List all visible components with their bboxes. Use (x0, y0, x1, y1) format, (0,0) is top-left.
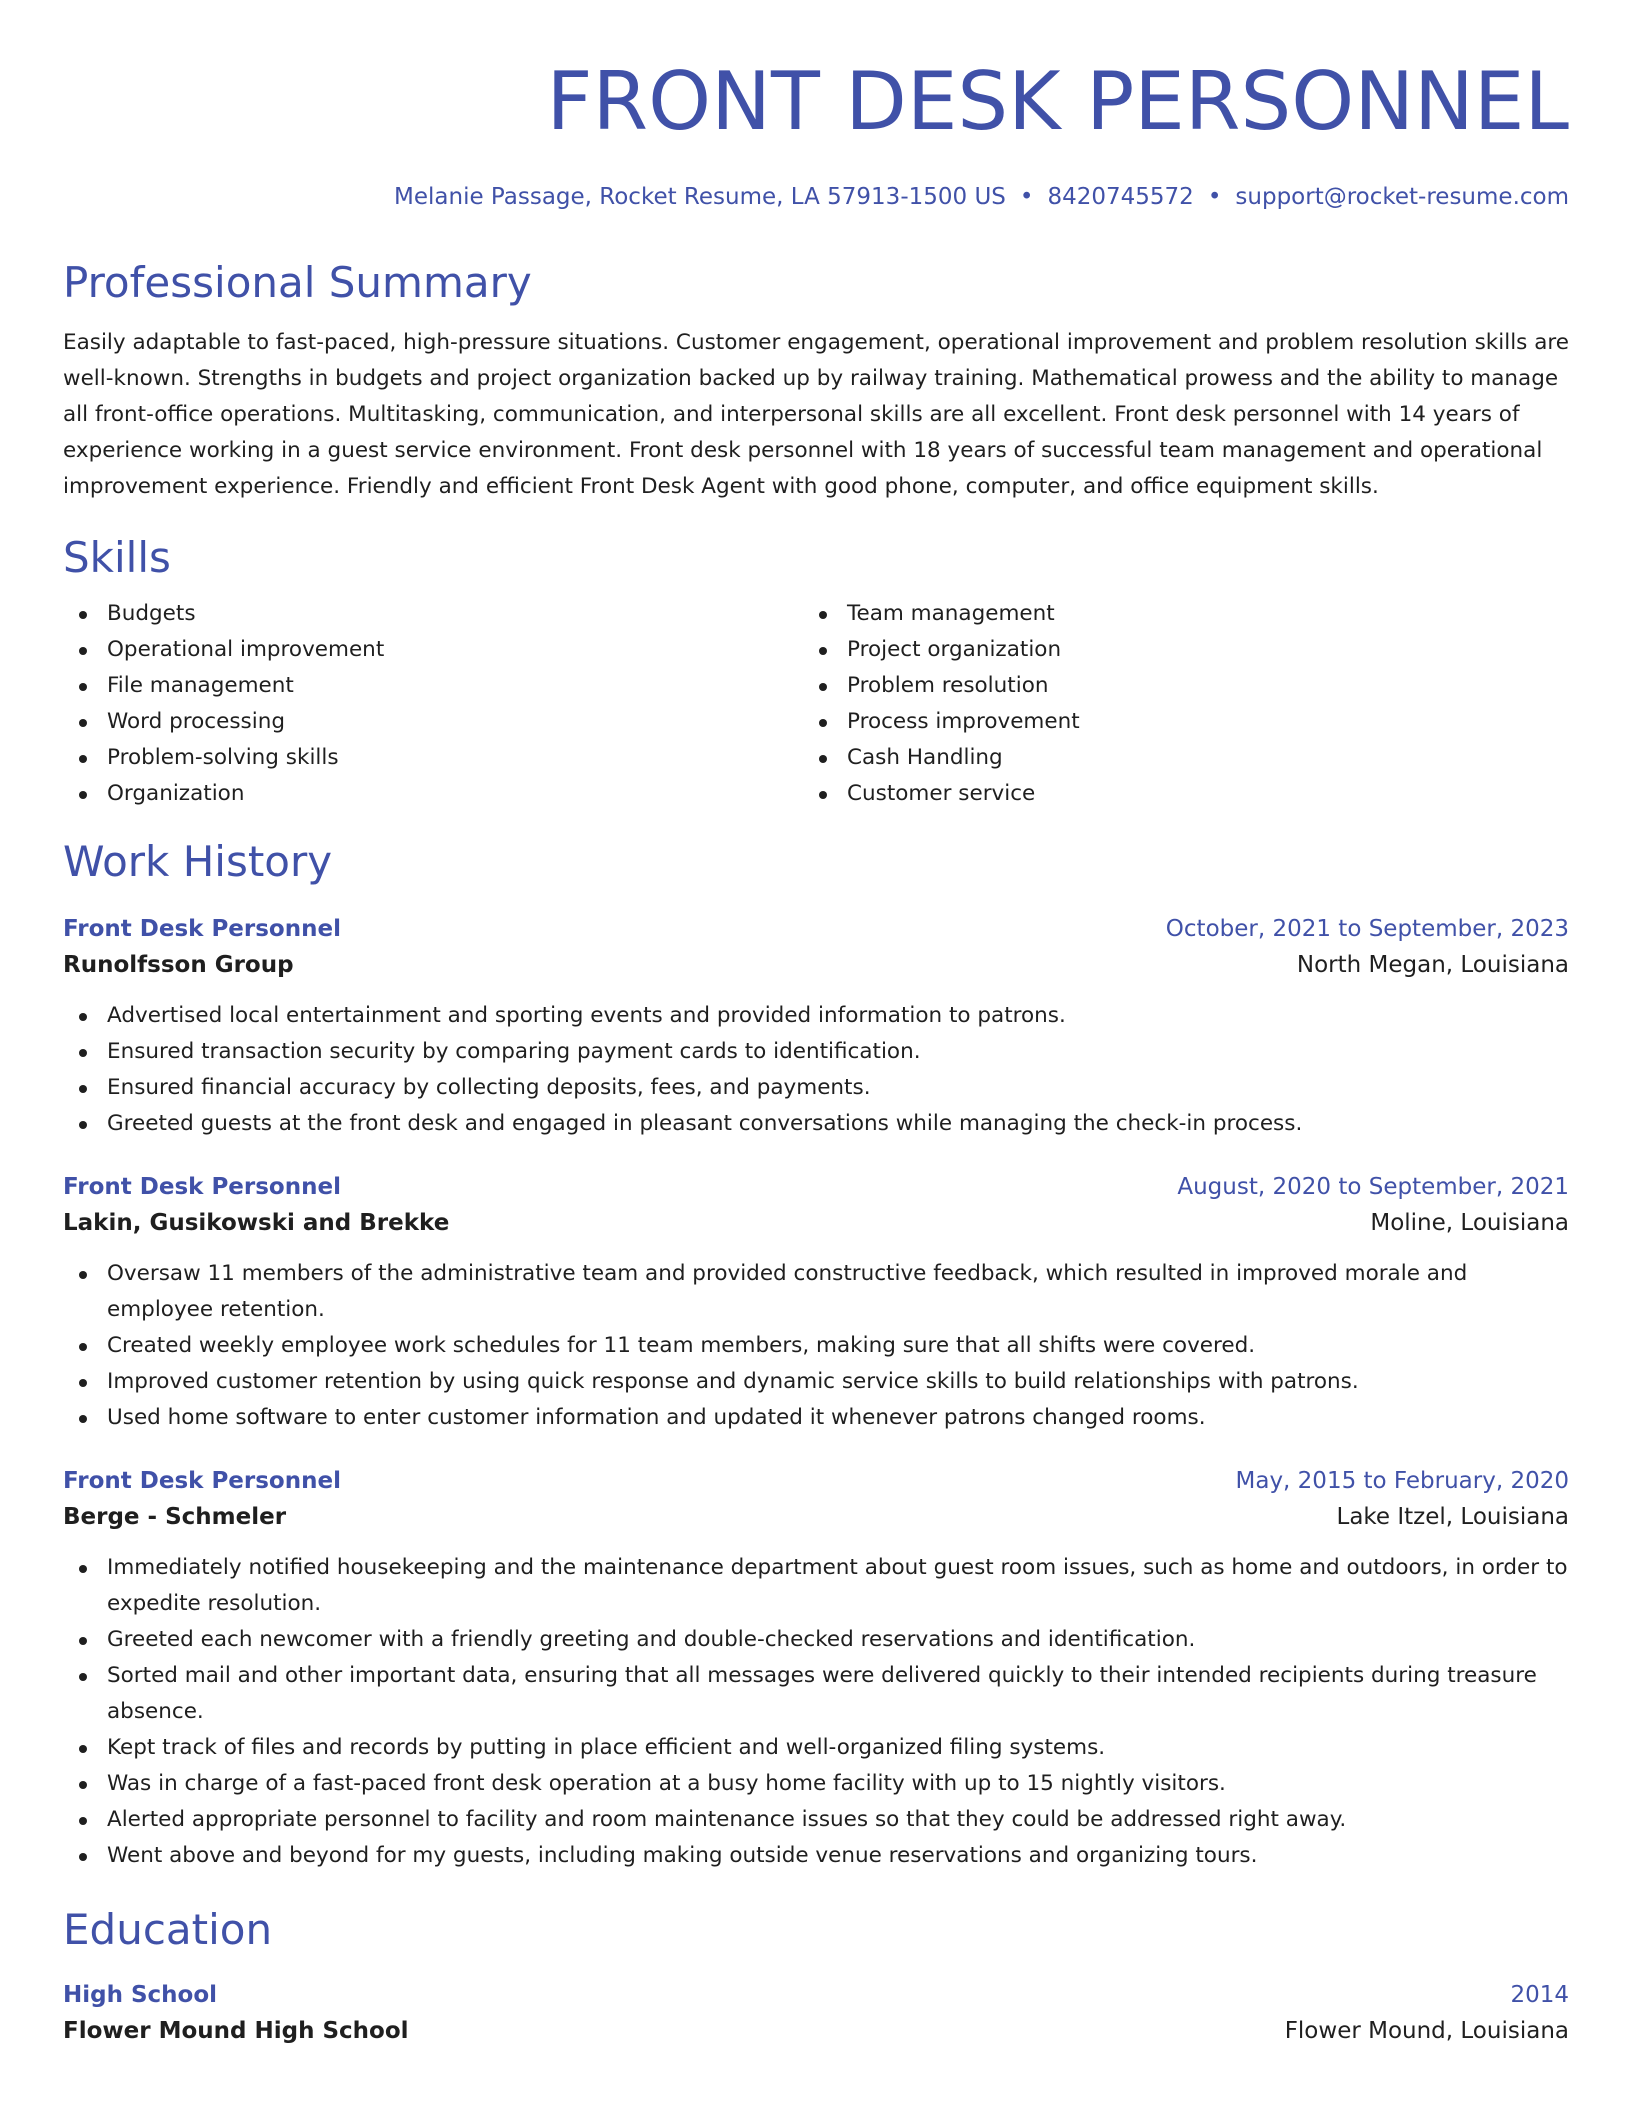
skill-item: Operational improvement (63, 632, 803, 668)
contact-email[interactable]: support@rocket-resume.com (1235, 184, 1569, 210)
job-bullets (63, 1550, 1569, 1874)
candidate-name: FRONT DESK PERSONNEL (546, 55, 1569, 148)
job-dates: May, 2015 to February, 2020 (1235, 1468, 1569, 1494)
job-bullet: Greeted each newcomer with a friendly greeting and double-checked reservations and identification. (63, 1622, 1569, 1658)
job-bullets (63, 1256, 1569, 1436)
skills-list (63, 596, 1569, 812)
skill-item: Team management (803, 596, 1543, 632)
job-bullet: Was in charge of a fast-paced front desk operation at a busy home facility with up to 15 nightly visitors. (63, 1766, 1569, 1802)
job-dates: August, 2020 to September, 2021 (1177, 1174, 1569, 1200)
job-bullet: Alerted appropriate personnel to facility and room maintenance issues so that they could be addressed right away. (63, 1802, 1569, 1838)
job-bullet: Advertised local entertainment and sporting events and provided information to patrons. (63, 998, 1569, 1034)
job-bullet: Kept track of files and records by putting in place efficient and well-organized filing systems. (63, 1730, 1569, 1766)
skill-item: Word processing (63, 704, 803, 740)
job-bullet: Went above and beyond for my guests, including making outside venue reservations and organizing tours. (63, 1838, 1569, 1874)
job-bullet: Ensured transaction security by comparing payment cards to identification. (63, 1034, 1569, 1070)
job-title: Front Desk Personnel (63, 916, 341, 942)
skill-item: Organization (63, 776, 803, 812)
job-entry (63, 912, 1569, 1142)
job-entry (63, 1464, 1569, 1874)
skill-item: Problem-solving skills (63, 740, 803, 776)
work-history-list (63, 912, 1569, 1874)
job-entry (63, 1170, 1569, 1436)
summary-text: Easily adaptable to fast-paced, high-pressure situations. Customer engagement, operational improvement and problem resolution skills are well-known. Strengths in budgets and project organization backed up by railway training. Mathematical prowess and the ability to manage all front-office operations. Multitasking, communication, and interpersonal skills are all excellent. Front desk personnel with 14 years of experience working in a guest service environment. Front desk personnel with 18 years of successful team management and operational improvement experience. Friendly and efficient Front Desk Agent with good phone, computer, and office equipment skills. (63, 330, 1569, 499)
contact-address: Melanie Passage, Rocket Resume, LA 57913-1500 US (394, 184, 1006, 210)
work-history-heading: Work History (63, 837, 333, 886)
skill-item: Process improvement (803, 704, 1543, 740)
skill-item: File management (63, 668, 803, 704)
job-location: Moline, Louisiana (1370, 1210, 1569, 1236)
skill-item: Budgets (63, 596, 803, 632)
job-company: Berge - Schmeler (63, 1504, 287, 1530)
contact-line (63, 182, 1569, 212)
summary-heading: Professional Summary (63, 258, 532, 307)
job-bullet: Used home software to enter customer information and updated it whenever patrons changed rooms. (63, 1400, 1569, 1436)
skill-item: Problem resolution (803, 668, 1543, 704)
skill-item: Project organization (803, 632, 1543, 668)
job-bullets (63, 998, 1569, 1142)
education-school: Flower Mound High School (63, 2018, 409, 2044)
job-location: North Megan, Louisiana (1296, 952, 1569, 978)
education-entry (63, 1978, 1569, 2050)
job-location: Lake Itzel, Louisiana (1336, 1504, 1569, 1530)
contact-separator: • (1019, 184, 1034, 210)
job-bullet: Created weekly employee work schedules for 11 team members, making sure that all shifts were covered. (63, 1328, 1569, 1364)
skill-item: Customer service (803, 776, 1543, 812)
education-location: Flower Mound, Louisiana (1284, 2018, 1569, 2044)
skill-item: Cash Handling (803, 740, 1543, 776)
job-bullet: Oversaw 11 members of the administrative team and provided constructive feedback, which resulted in improved morale and employee retention. (63, 1256, 1569, 1328)
job-bullet: Greeted guests at the front desk and engaged in pleasant conversations while managing the check-in process. (63, 1106, 1569, 1142)
education-degree: High School (63, 1982, 218, 2008)
contact-phone: 8420745572 (1047, 184, 1194, 210)
job-company: Lakin, Gusikowski and Brekke (63, 1210, 450, 1236)
skills-heading: Skills (63, 533, 171, 582)
education-year: 2014 (1510, 1982, 1569, 2008)
education-heading: Education (63, 1905, 273, 1954)
contact-separator: • (1207, 184, 1222, 210)
job-bullet: Immediately notified housekeeping and the maintenance department about guest room issues, such as home and outdoors, in order to expedite resolution. (63, 1550, 1569, 1622)
skills-column-right (803, 596, 1543, 812)
job-bullet: Sorted mail and other important data, ensuring that all messages were delivered quickly to their intended recipients during treasure absence. (63, 1658, 1569, 1730)
job-bullet: Improved customer retention by using quick response and dynamic service skills to build relationships with patrons. (63, 1364, 1569, 1400)
job-title: Front Desk Personnel (63, 1174, 341, 1200)
job-dates: October, 2021 to September, 2023 (1165, 916, 1569, 942)
job-title: Front Desk Personnel (63, 1468, 341, 1494)
skills-column-left (63, 596, 803, 812)
job-company: Runolfsson Group (63, 952, 294, 978)
job-bullet: Ensured financial accuracy by collecting deposits, fees, and payments. (63, 1070, 1569, 1106)
